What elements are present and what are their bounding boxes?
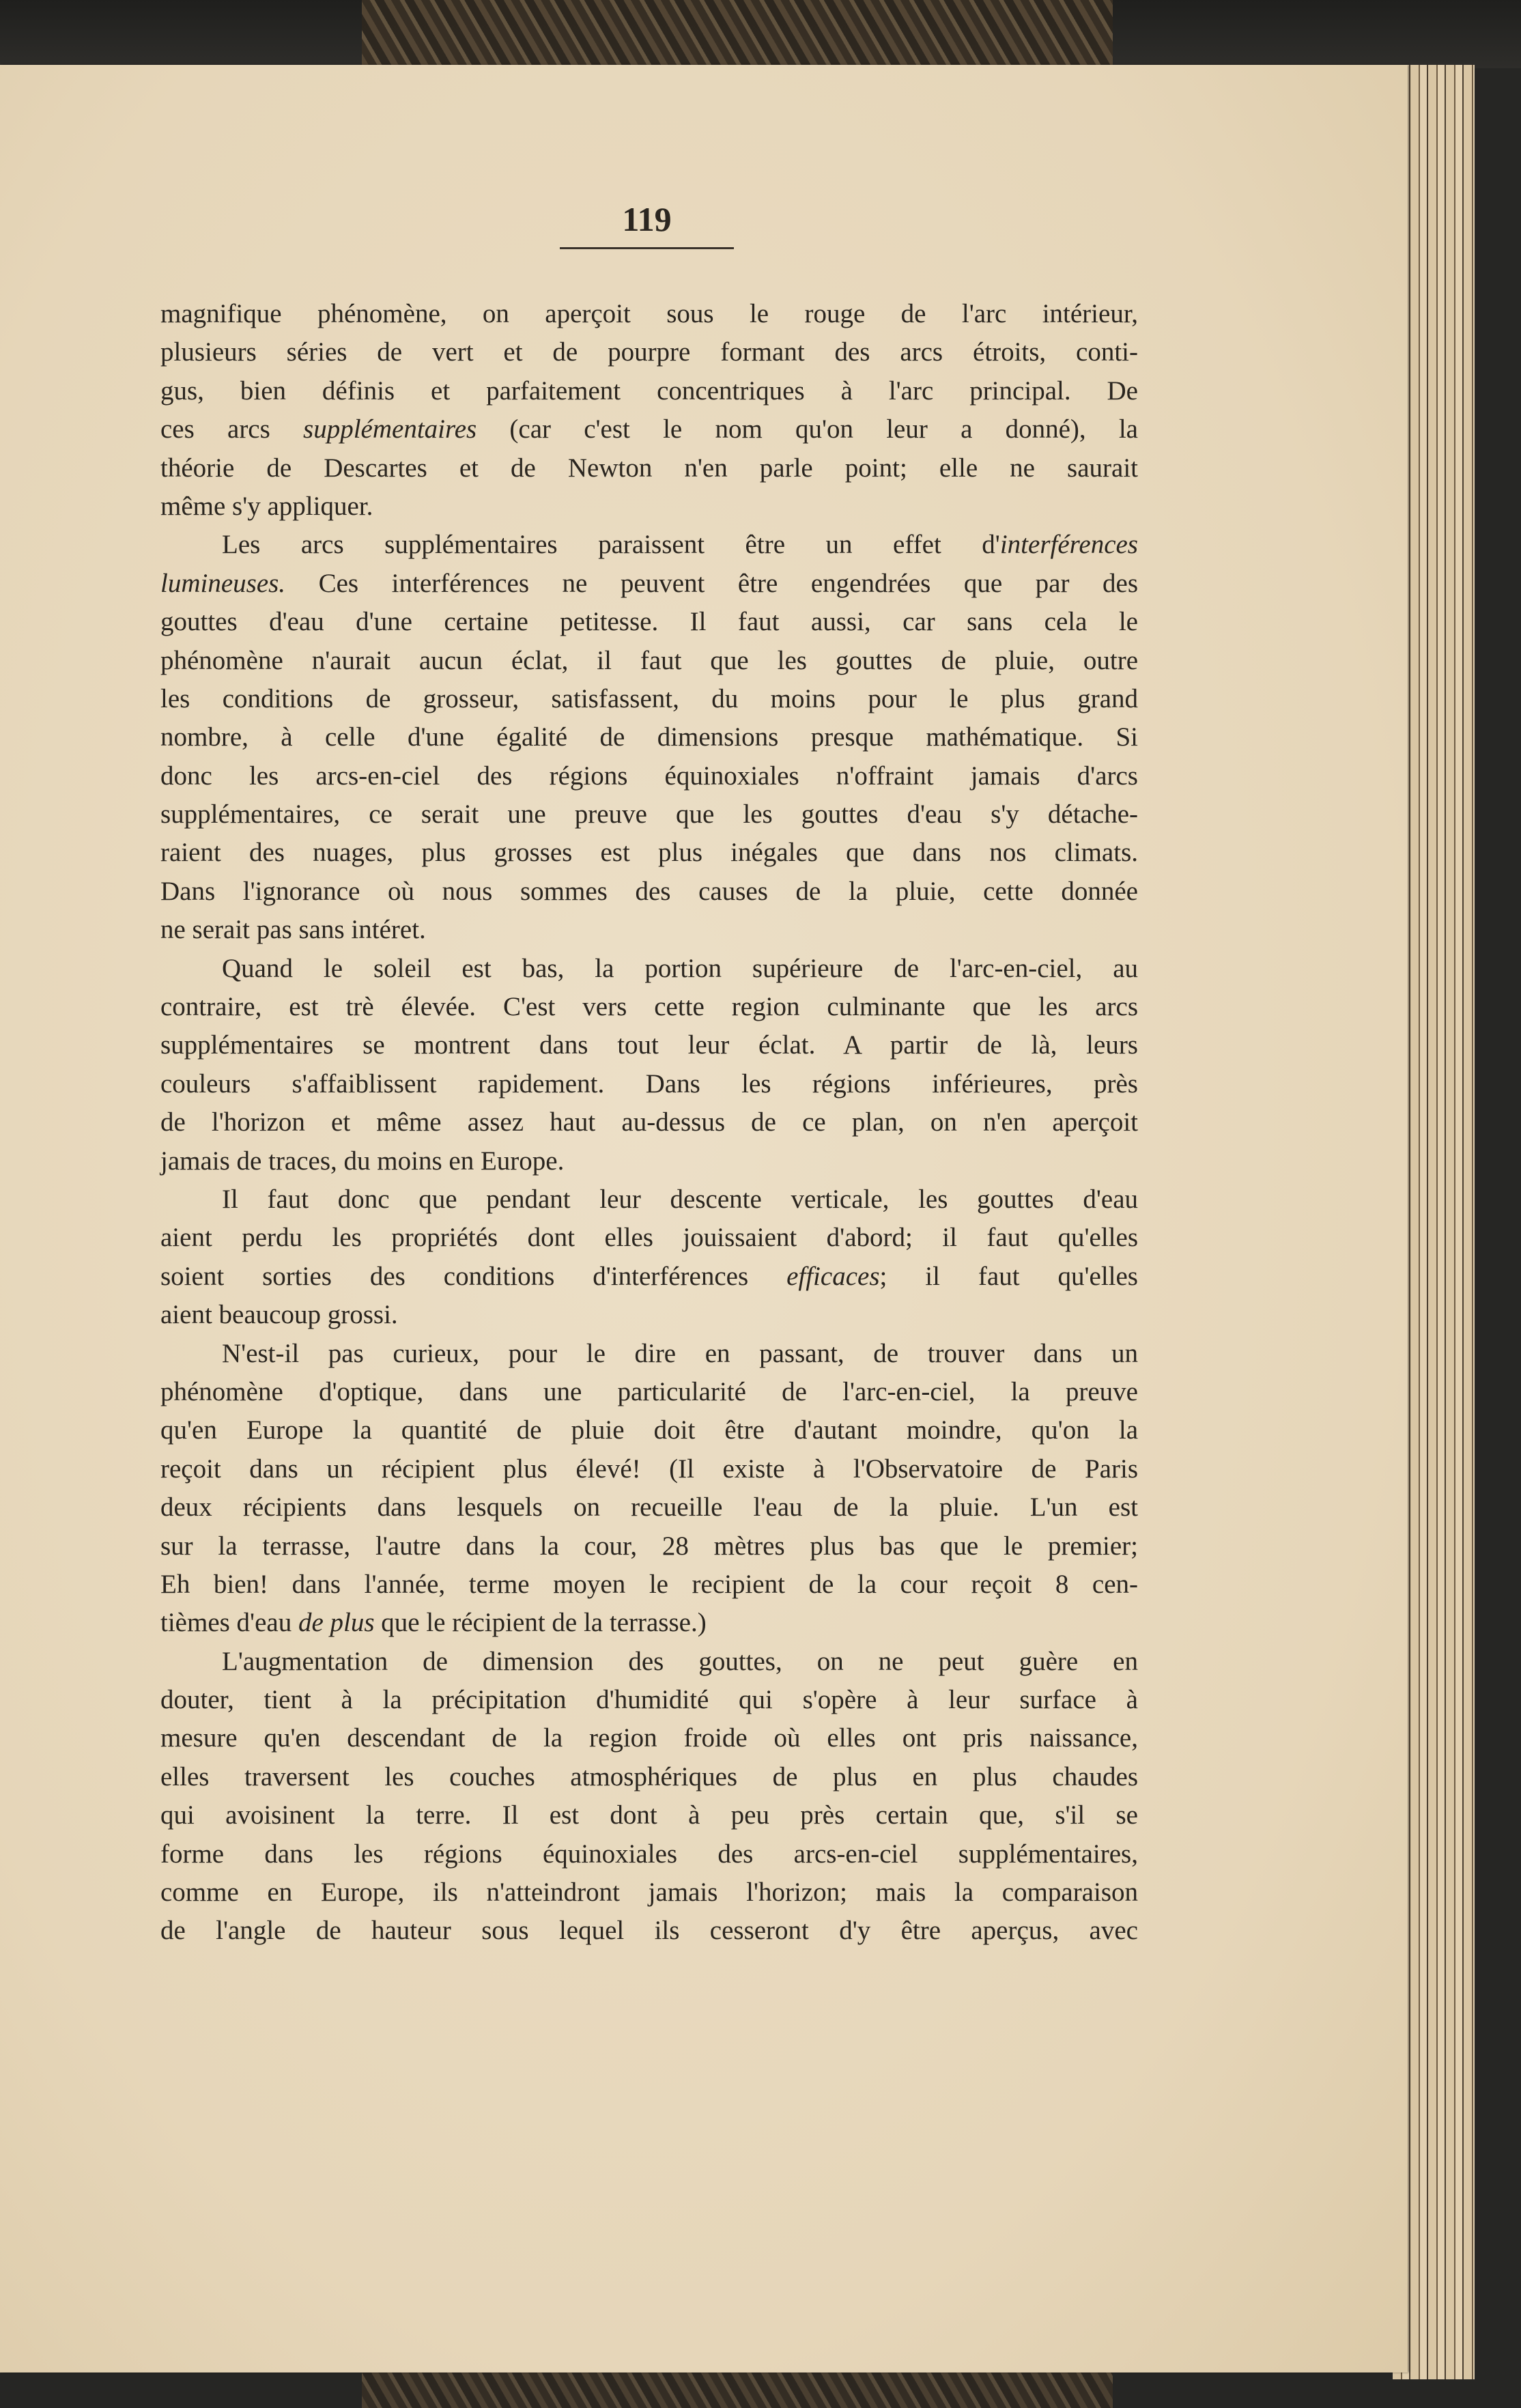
text-run: même s'y appliquer. (160, 491, 373, 521)
text-run: couleurs s'affaiblissent rapidement. Dans les régions inférieures, près (160, 1068, 1138, 1099)
text-line (160, 1873, 1138, 1912)
italic-text: efficaces (786, 1261, 880, 1291)
text-line (160, 680, 1138, 718)
text-run: forme dans les régions équinoxiales des arcs-en-ciel supplémentaires, (160, 1839, 1138, 1869)
text-line (160, 603, 1138, 641)
text-line (160, 449, 1138, 487)
italic-text: lumineuses. (160, 568, 286, 598)
text-line (160, 1450, 1138, 1488)
italic-text: interférences (999, 530, 1138, 560)
text-line (160, 410, 1138, 449)
text-line (160, 1488, 1138, 1527)
marbled-endpaper-top (362, 0, 1113, 66)
text-run: ; il faut qu'elles (879, 1261, 1138, 1291)
text-run: contraire, est trè élevée. C'est vers cette region culminante que les arcs (160, 992, 1138, 1022)
text-run: Les arcs supplémentaires paraissent être un effet d' (222, 530, 1000, 560)
text-run: ces arcs (160, 414, 304, 444)
text-line (160, 565, 1138, 603)
text-line (160, 1604, 1138, 1642)
text-run: gouttes d'eau d'une certaine petitesse. Il faut aussi, car sans cela le (160, 607, 1138, 637)
text-line (160, 1335, 1138, 1373)
text-run: mesure qu'en descendant de la region froide où elles ont pris naissance, (160, 1723, 1138, 1753)
text-line (160, 834, 1138, 872)
text-run: de l'angle de hauteur sous lequel ils cesseront d'y être aperçus, avec (160, 1916, 1138, 1946)
body-text (160, 295, 1138, 1951)
text-line (160, 526, 1138, 564)
text-run: plusieurs séries de vert et de pourpre formant des arcs étroits, conti- (160, 337, 1138, 367)
text-line (160, 1835, 1138, 1873)
text-line (160, 487, 1138, 526)
text-run: Dans l'ignorance où nous sommes des causes de la pluie, cette donnée (160, 876, 1138, 906)
text-run: jamais de traces, du moins en Europe. (160, 1146, 565, 1176)
text-line (160, 988, 1138, 1026)
text-run: (car c'est le nom qu'on leur a donné), la (477, 414, 1138, 444)
text-run: soient sorties des conditions d'interférences (160, 1261, 787, 1291)
text-run: de l'horizon et même assez haut au-dessus de ce plan, on n'en aperçoit (160, 1107, 1138, 1137)
text-run: les conditions de grosseur, satisfassent, du moins pour le plus grand (160, 683, 1138, 713)
text-line (160, 873, 1138, 911)
italic-text: de plus (298, 1608, 375, 1638)
text-run: magnifique phénomène, on aperçoit sous le rouge de l'arc intérieur, (160, 299, 1138, 328)
text-line (160, 1411, 1138, 1449)
text-run: théorie de Descartes et de Newton n'en parle point; elle ne saurait (160, 453, 1138, 483)
text-line (160, 795, 1138, 834)
italic-text: supplémentaires (303, 414, 477, 444)
text-line (160, 1566, 1138, 1604)
text-run: raient des nuages, plus grosses est plus inégales que dans nos climats. (160, 838, 1138, 868)
text-line (160, 1065, 1138, 1103)
text-line (160, 1681, 1138, 1719)
text-run: N'est-il pas curieux, pour le dire en passant, de trouver dans un (222, 1338, 1138, 1368)
text-line (160, 1719, 1138, 1757)
text-run: Il faut donc que pendant leur descente verticale, les gouttes d'eau (222, 1184, 1138, 1214)
text-run: douter, tient à la précipitation d'humidité qui s'opère à leur surface à (160, 1685, 1138, 1715)
text-run: qui avoisinent la terre. Il est dont à peu près certain que, s'il se (160, 1800, 1138, 1830)
text-line (160, 1643, 1138, 1681)
text-run: aient beaucoup grossi. (160, 1300, 398, 1330)
text-line (160, 1296, 1138, 1334)
text-line (160, 1142, 1138, 1180)
text-run: L'augmentation de dimension des gouttes, on ne peut guère en (222, 1646, 1138, 1676)
text-run: tièmes d'eau (160, 1608, 298, 1638)
text-line (160, 1219, 1138, 1257)
text-line (160, 1527, 1138, 1566)
text-run: gus, bien définis et parfaitement concentriques à l'arc principal. De (160, 376, 1138, 406)
text-run: reçoit dans un récipient plus élevé! (Il existe à l'Observatoire de Paris (160, 1454, 1138, 1484)
text-run: ne serait pas sans intéret. (160, 915, 426, 945)
text-run: qu'en Europe la quantité de pluie doit être d'autant moindre, qu'on la (160, 1415, 1138, 1445)
text-run: nombre, à celle d'une égalité de dimensions presque mathématique. Si (160, 722, 1138, 752)
text-line (160, 1796, 1138, 1835)
text-run: Quand le soleil est bas, la portion supérieure de l'arc-en-ciel, au (222, 953, 1138, 983)
paragraph (160, 295, 1138, 526)
text-line (160, 372, 1138, 410)
text-line (160, 1758, 1138, 1796)
paragraph (160, 1335, 1138, 1643)
text-line (160, 1912, 1138, 1950)
text-line (160, 911, 1138, 949)
text-line (160, 642, 1138, 680)
text-run: phénomène d'optique, dans une particularité de l'arc-en-ciel, la preuve (160, 1376, 1138, 1406)
text-line (160, 1180, 1138, 1219)
text-line (160, 295, 1138, 333)
marbled-endpaper-bottom (362, 2372, 1113, 2408)
page-number: 119 (622, 200, 672, 238)
text-line (160, 1258, 1138, 1296)
text-run: donc les arcs-en-ciel des régions équinoxiales n'offraint jamais d'arcs (160, 761, 1138, 791)
text-line (160, 333, 1138, 371)
page-number-rule (560, 247, 734, 249)
text-run: deux récipients dans lesquels on recueille l'eau de la pluie. L'un est (160, 1492, 1138, 1522)
text-run: comme en Europe, ils n'atteindront jamais l'horizon; mais la comparaison (160, 1878, 1138, 1908)
paragraph (160, 950, 1138, 1180)
text-line (160, 718, 1138, 756)
text-run: supplémentaires, ce serait une preuve que les gouttes d'eau s'y détache- (160, 799, 1138, 830)
text-run: elles traversent les couches atmosphériques de plus en plus chaudes (160, 1761, 1138, 1791)
text-run: phénomène n'aurait aucun éclat, il faut que les gouttes de pluie, outre (160, 645, 1138, 675)
text-line (160, 1026, 1138, 1064)
text-run: sur la terrasse, l'autre dans la cour, 28 mètres plus bas que le premier; (160, 1531, 1138, 1561)
text-run: que le récipient de la terrasse.) (374, 1608, 707, 1638)
text-run: Eh bien! dans l'année, terme moyen le recipient de la cour reçoit 8 cen- (160, 1569, 1138, 1599)
text-line (160, 757, 1138, 795)
paragraph (160, 1180, 1138, 1335)
text-line (160, 1103, 1138, 1142)
text-run: Ces interférences ne peuvent être engendrées que par des (285, 568, 1138, 598)
paragraph (160, 1643, 1138, 1951)
paragraph (160, 526, 1138, 949)
text-run: aient perdu les propriétés dont elles jouissaient d'abord; il faut qu'elles (160, 1223, 1138, 1253)
text-line (160, 950, 1138, 988)
text-run: supplémentaires se montrent dans tout leur éclat. A partir de là, leurs (160, 1030, 1138, 1060)
text-line (160, 1373, 1138, 1411)
